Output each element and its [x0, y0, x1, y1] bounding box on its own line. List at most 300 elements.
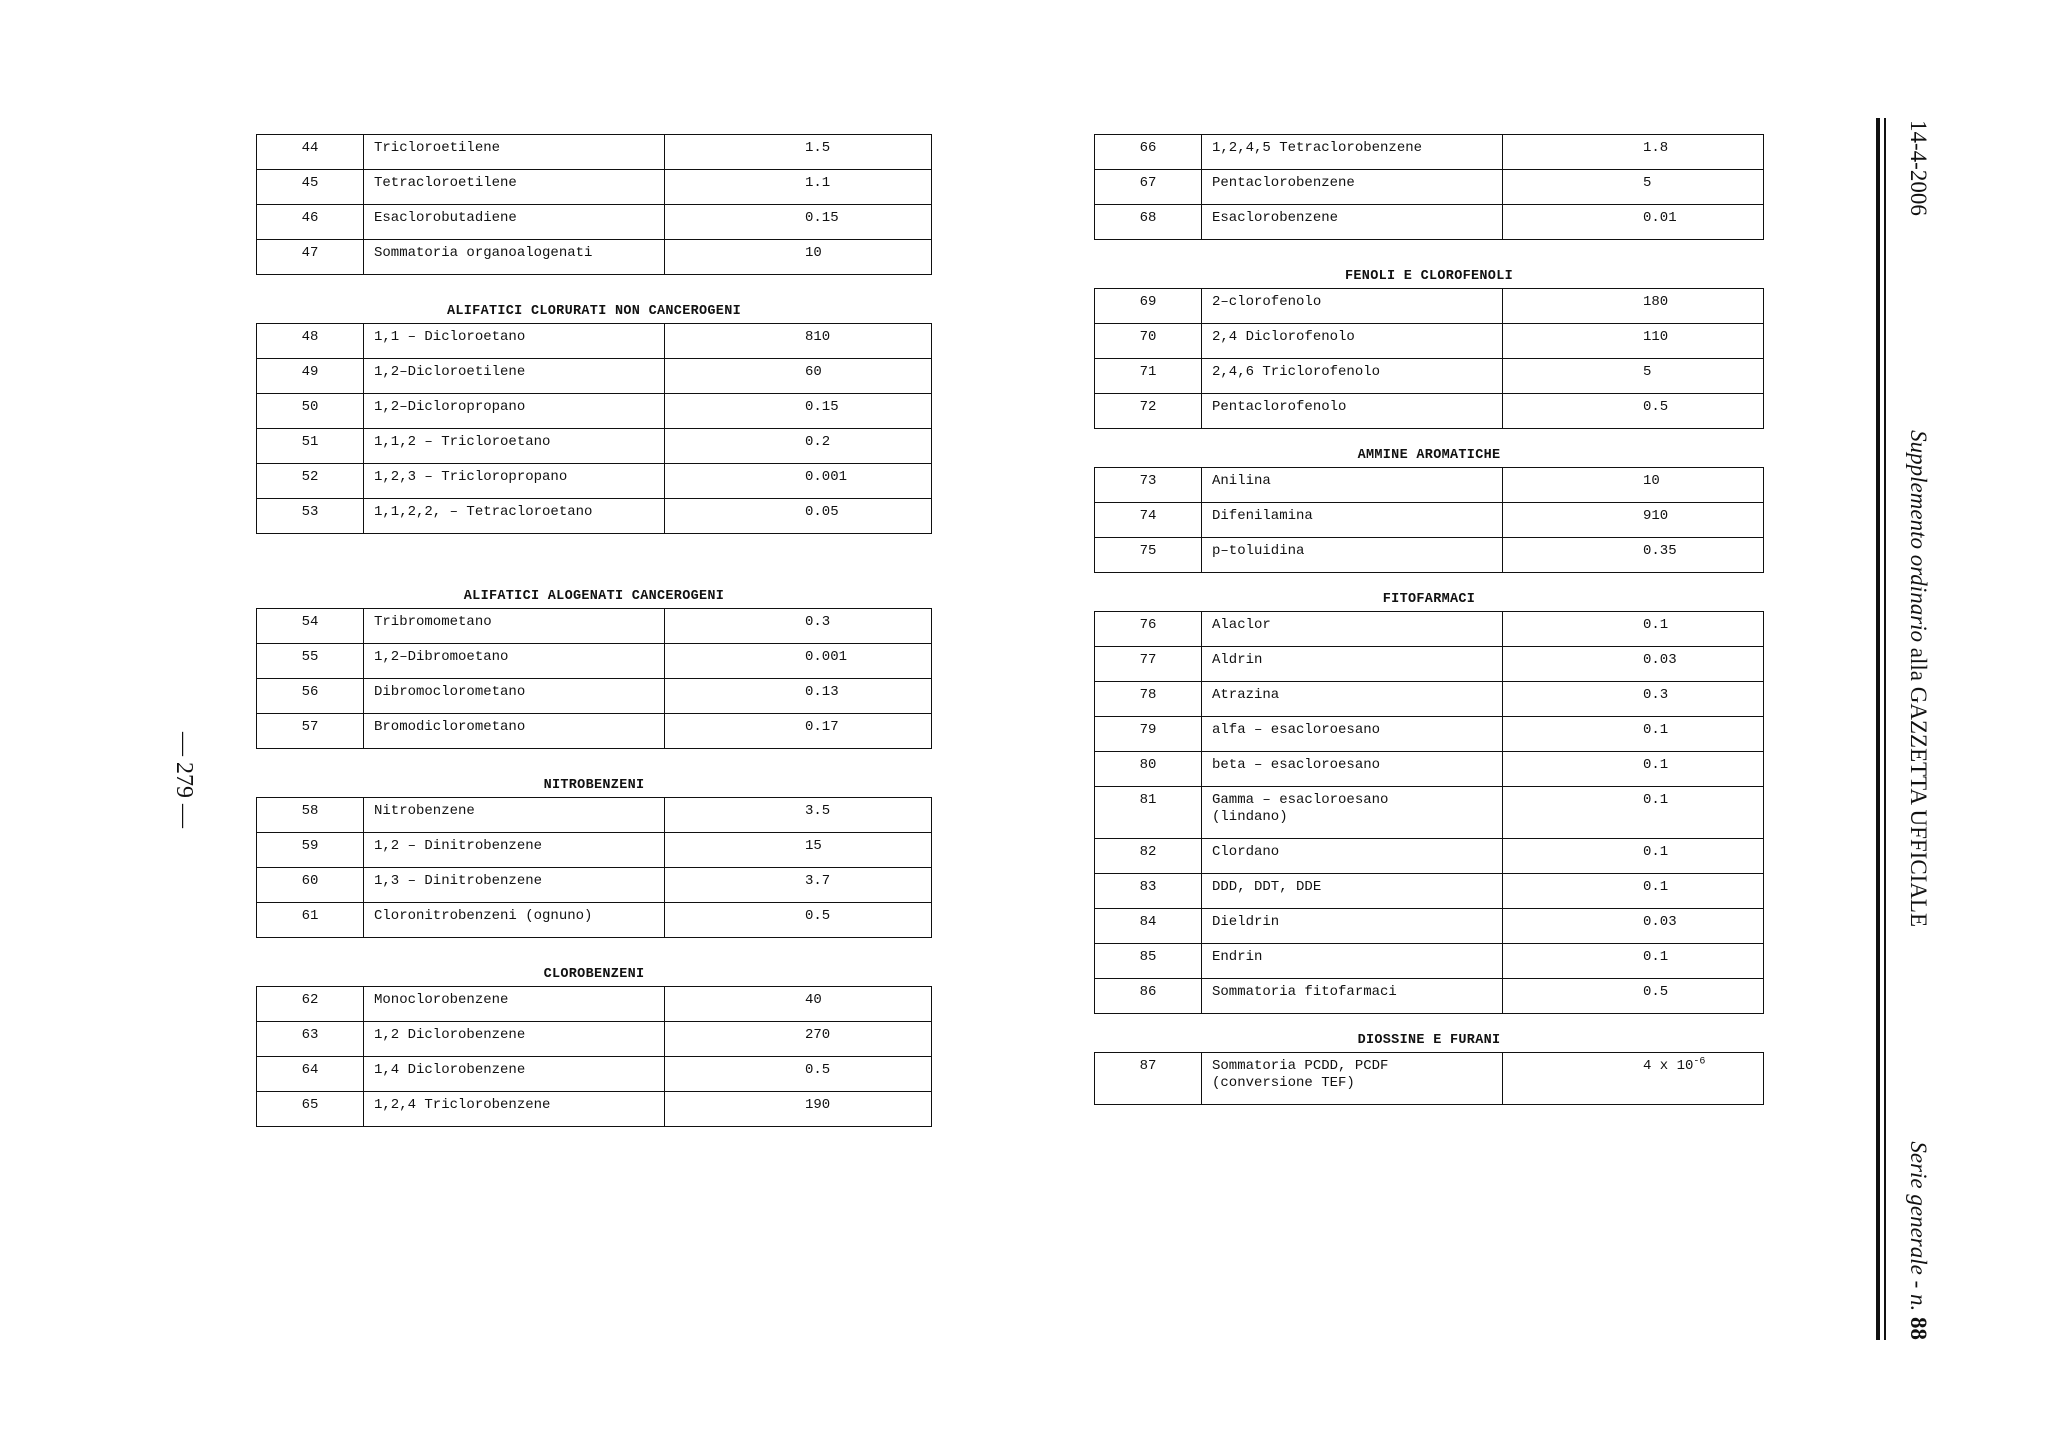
table-section — [1094, 447, 1764, 573]
limit-value — [1503, 752, 1764, 787]
limits-table — [1094, 611, 1764, 1014]
table-row — [257, 1022, 932, 1057]
limit-value — [1503, 647, 1764, 682]
substance-name-line: 2–clorofenolo — [1212, 294, 1322, 310]
substance-name — [1202, 979, 1503, 1014]
row-number: 82 — [1095, 839, 1202, 874]
limit-value-text: 0.01 — [1643, 210, 1677, 226]
limit-value-text: 0.1 — [1643, 617, 1669, 633]
substance-name-line: Nitrobenzene — [374, 803, 475, 819]
substance-name-line: Sommatoria organoalogenati — [374, 245, 593, 261]
limit-value — [665, 1092, 932, 1127]
table-row — [1095, 874, 1764, 909]
substance-name — [364, 499, 665, 534]
table-row — [1095, 359, 1764, 394]
page-header-text — [1896, 120, 1940, 1340]
table-row — [1095, 1053, 1764, 1105]
substance-name — [1202, 682, 1503, 717]
substance-name — [1202, 839, 1503, 874]
limit-value-text: 0.1 — [1643, 757, 1669, 773]
limit-value — [665, 324, 932, 359]
substance-name — [364, 833, 665, 868]
substance-name — [1202, 289, 1503, 324]
table-section — [256, 777, 932, 938]
substance-name-line: 1,2–Dicloropropano — [374, 399, 526, 415]
substance-name — [1202, 874, 1503, 909]
limit-value — [665, 798, 932, 833]
header-publication — [1905, 430, 1931, 927]
limit-value-text: 0.3 — [1643, 687, 1669, 703]
row-number: 77 — [1095, 647, 1202, 682]
substance-name-line: 2,4 Diclorofenolo — [1212, 329, 1355, 345]
substance-name — [364, 868, 665, 903]
limits-table — [1094, 1052, 1764, 1105]
substance-name-line: Clordano — [1212, 844, 1280, 860]
limit-value-text: 0.17 — [805, 719, 839, 735]
page-number — [164, 732, 204, 828]
table-row — [1095, 324, 1764, 359]
row-number: 86 — [1095, 979, 1202, 1014]
limit-value — [665, 644, 932, 679]
limit-value — [1503, 1053, 1764, 1105]
substance-name-line: 1,3 – Dinitrobenzene — [374, 873, 543, 889]
substance-name — [364, 903, 665, 938]
limits-table — [256, 134, 932, 275]
table-row — [257, 135, 932, 170]
table-row — [257, 359, 932, 394]
row-number: 74 — [1095, 503, 1202, 538]
left-column — [256, 134, 932, 1127]
table-row — [257, 714, 932, 749]
substance-name — [1202, 717, 1503, 752]
limit-value — [665, 359, 932, 394]
table-row — [1095, 538, 1764, 573]
substance-name — [364, 240, 665, 275]
limit-value — [1503, 909, 1764, 944]
limit-value — [1503, 468, 1764, 503]
limit-value — [1503, 682, 1764, 717]
limit-value — [665, 394, 932, 429]
table-row — [1095, 205, 1764, 240]
table-row — [1095, 717, 1764, 752]
substance-name — [364, 714, 665, 749]
limit-value-text: 0.05 — [805, 504, 839, 520]
limit-value-text: 0.5 — [1643, 984, 1669, 1000]
limit-value-text: 0.15 — [805, 399, 839, 415]
table-row — [257, 205, 932, 240]
section-title: ALIFATICI ALOGENATI CANCEROGENI — [463, 589, 725, 604]
limit-value-text: 0.1 — [1643, 879, 1669, 895]
row-number: 52 — [257, 464, 364, 499]
substance-name — [364, 679, 665, 714]
substance-name-line: 1,2,3 – Tricloropropano — [374, 469, 568, 485]
limit-value-text: 40 — [805, 992, 822, 1008]
header-series — [1905, 1141, 1931, 1340]
table-section — [1094, 268, 1764, 429]
substance-name — [364, 1022, 665, 1057]
row-number: 58 — [257, 798, 364, 833]
header-series-label: Serie generale - n. — [1906, 1141, 1931, 1312]
table-row — [1095, 682, 1764, 717]
limit-value — [1503, 289, 1764, 324]
row-number: 50 — [257, 394, 364, 429]
substance-name-line: 1,4 Diclorobenzene — [374, 1062, 526, 1078]
substance-name — [364, 429, 665, 464]
row-number: 49 — [257, 359, 364, 394]
limit-value — [665, 170, 932, 205]
limit-value-text: 1.8 — [1643, 140, 1669, 156]
limit-value-text: 0.1 — [1643, 792, 1669, 808]
row-number: 76 — [1095, 612, 1202, 647]
table-row — [257, 170, 932, 205]
row-number: 44 — [257, 135, 364, 170]
limit-value — [665, 833, 932, 868]
limit-value — [665, 609, 932, 644]
limits-table — [1094, 467, 1764, 573]
substance-name-line: Tribromometano — [374, 614, 492, 630]
row-number: 56 — [257, 679, 364, 714]
limit-value — [665, 679, 932, 714]
row-number: 79 — [1095, 717, 1202, 752]
header-rule — [1884, 118, 1886, 1340]
page-number-text: — 279 — — [171, 732, 197, 828]
table-row — [257, 429, 932, 464]
section-title: AMMINE AROMATICHE — [1357, 448, 1501, 463]
limit-value-text: 0.001 — [805, 649, 848, 665]
row-number: 84 — [1095, 909, 1202, 944]
limit-value-exponent: -6 — [1693, 1056, 1706, 1068]
row-number: 54 — [257, 609, 364, 644]
row-number: 75 — [1095, 538, 1202, 573]
substance-name — [1202, 647, 1503, 682]
limit-value-text: 180 — [1643, 294, 1669, 310]
substance-name-line: Dibromoclorometano — [374, 684, 526, 700]
substance-name-line: Atrazina — [1212, 687, 1280, 703]
substance-name-line: 1,2–Dicloroetilene — [374, 364, 526, 380]
limit-value-text: 5 — [1643, 364, 1652, 380]
table-section — [1094, 1032, 1764, 1105]
row-number: 66 — [1095, 135, 1202, 170]
substance-name-line: 1,1,2,2, – Tetracloroetano — [374, 504, 593, 520]
substance-name — [364, 464, 665, 499]
substance-name-line: 1,1,2 – Tricloroetano — [374, 434, 551, 450]
row-number: 70 — [1095, 324, 1202, 359]
substance-name-line: 1,2–Dibromoetano — [374, 649, 509, 665]
header-publication-italic: Supplemento ordinario — [1906, 430, 1931, 643]
limit-value — [1503, 503, 1764, 538]
limit-value-text: 0.1 — [1643, 949, 1669, 965]
limit-value-text: 3.5 — [805, 803, 831, 819]
section-title: FITOFARMACI — [1382, 592, 1476, 607]
row-number: 68 — [1095, 205, 1202, 240]
table-section — [256, 303, 932, 534]
limit-value — [665, 714, 932, 749]
limit-value-text: 60 — [805, 364, 822, 380]
substance-name — [1202, 324, 1503, 359]
limit-value — [665, 429, 932, 464]
row-number: 61 — [257, 903, 364, 938]
substance-name — [1202, 135, 1503, 170]
table-row — [1095, 394, 1764, 429]
substance-name — [364, 1092, 665, 1127]
row-number: 51 — [257, 429, 364, 464]
row-number: 72 — [1095, 394, 1202, 429]
substance-name — [1202, 205, 1503, 240]
limits-table — [256, 986, 932, 1127]
table-row — [257, 987, 932, 1022]
table-row — [257, 324, 932, 359]
limit-value — [1503, 170, 1764, 205]
limit-value — [1503, 612, 1764, 647]
table-row — [257, 644, 932, 679]
table-row — [1095, 170, 1764, 205]
table-row — [257, 833, 932, 868]
substance-name-line-2: (conversione TEF) — [1212, 1075, 1355, 1091]
substance-name-line: Cloronitrobenzeni (ognuno) — [374, 908, 593, 924]
limit-value-text: 0.35 — [1643, 543, 1677, 559]
limit-value — [665, 499, 932, 534]
row-number: 67 — [1095, 170, 1202, 205]
limit-value — [1503, 324, 1764, 359]
table-row — [1095, 289, 1764, 324]
limit-value-text: 270 — [805, 1027, 831, 1043]
limit-value — [665, 240, 932, 275]
substance-name — [1202, 1053, 1503, 1105]
limit-value-text: 110 — [1643, 329, 1669, 345]
substance-name-line: Sommatoria fitofarmaci — [1212, 984, 1397, 1000]
substance-name — [1202, 787, 1503, 839]
limit-value — [665, 1022, 932, 1057]
table-row — [257, 499, 932, 534]
table-row — [1095, 839, 1764, 874]
table-row — [1095, 647, 1764, 682]
limit-value-text: 0.15 — [805, 210, 839, 226]
row-number: 73 — [1095, 468, 1202, 503]
substance-name-line-2: (lindano) — [1212, 809, 1288, 825]
table-row — [257, 240, 932, 275]
section-title: DIOSSINE E FURANI — [1357, 1033, 1501, 1048]
limit-value — [665, 903, 932, 938]
substance-name — [364, 324, 665, 359]
header-date: 14-4-2006 — [1906, 120, 1931, 216]
limit-value-text: 0.1 — [1643, 722, 1669, 738]
section-title: FENOLI E CLOROFENOLI — [1344, 269, 1514, 284]
row-number: 81 — [1095, 787, 1202, 839]
limit-value-text: 1.5 — [805, 140, 831, 156]
limit-value-text: 0.5 — [1643, 399, 1669, 415]
limit-value-text: 910 — [1643, 508, 1669, 524]
limit-value — [1503, 874, 1764, 909]
substance-name — [364, 359, 665, 394]
row-number: 63 — [257, 1022, 364, 1057]
table-row — [1095, 944, 1764, 979]
limit-value — [665, 1057, 932, 1092]
table-row — [257, 464, 932, 499]
substance-name-line: DDD, DDT, DDE — [1212, 879, 1322, 895]
table-section — [1094, 134, 1764, 240]
limit-value — [1503, 717, 1764, 752]
substance-name — [364, 135, 665, 170]
substance-name — [364, 394, 665, 429]
limit-value — [665, 205, 932, 240]
header-publication-name: GAZZETTA UFFICIALE — [1906, 686, 1931, 928]
row-number: 78 — [1095, 682, 1202, 717]
substance-name-line: beta – esacloroesano — [1212, 757, 1381, 773]
limit-value-text: 4 x 10 — [1643, 1058, 1694, 1074]
limit-value-text: 0.3 — [805, 614, 831, 630]
limit-value — [1503, 205, 1764, 240]
row-number: 62 — [257, 987, 364, 1022]
substance-name-line: Aldrin — [1212, 652, 1263, 668]
table-row — [1095, 468, 1764, 503]
substance-name — [1202, 612, 1503, 647]
limit-value-text: 0.5 — [805, 908, 831, 924]
table-section — [256, 134, 932, 275]
limit-value — [1503, 787, 1764, 839]
table-row — [257, 798, 932, 833]
substance-name-line: Endrin — [1212, 949, 1263, 965]
limit-value-text: 1.1 — [805, 175, 831, 191]
substance-name-line: 1,2,4 Triclorobenzene — [374, 1097, 551, 1113]
limits-table — [256, 797, 932, 938]
limit-value — [665, 987, 932, 1022]
substance-name — [364, 798, 665, 833]
substance-name-line: 1,2 – Dinitrobenzene — [374, 838, 543, 854]
substance-name — [1202, 170, 1503, 205]
limits-table — [256, 323, 932, 534]
table-row — [257, 1092, 932, 1127]
substance-name — [1202, 359, 1503, 394]
substance-name-line: 1,2 Diclorobenzene — [374, 1027, 526, 1043]
substance-name-line: Esaclorobutadiene — [374, 210, 517, 226]
row-number: 83 — [1095, 874, 1202, 909]
row-number: 47 — [257, 240, 364, 275]
limit-value — [665, 464, 932, 499]
limit-value-text: 5 — [1643, 175, 1652, 191]
table-row — [257, 868, 932, 903]
substance-name — [1202, 394, 1503, 429]
substance-name-line: Pentaclorobenzene — [1212, 175, 1355, 191]
section-title: CLOROBENZENI — [543, 967, 645, 982]
limit-value-text: 0.001 — [805, 469, 848, 485]
limits-table — [1094, 288, 1764, 429]
table-row — [1095, 787, 1764, 839]
substance-name-line: alfa – esacloroesano — [1212, 722, 1381, 738]
header-publication-mid: alla — [1906, 647, 1931, 681]
substance-name-line: Difenilamina — [1212, 508, 1313, 524]
row-number: 53 — [257, 499, 364, 534]
right-column — [1094, 134, 1764, 1105]
limit-value — [665, 135, 932, 170]
substance-name-line: Alaclor — [1212, 617, 1271, 633]
substance-name — [364, 644, 665, 679]
table-section — [256, 966, 932, 1127]
table-row — [1095, 612, 1764, 647]
row-number: 48 — [257, 324, 364, 359]
limit-value-text: 0.1 — [1643, 844, 1669, 860]
substance-name — [364, 609, 665, 644]
row-number: 85 — [1095, 944, 1202, 979]
limit-value-text: 10 — [805, 245, 822, 261]
table-row — [1095, 503, 1764, 538]
substance-name — [364, 170, 665, 205]
substance-name-line: p–toluidina — [1212, 543, 1305, 559]
row-number: 71 — [1095, 359, 1202, 394]
row-number: 60 — [257, 868, 364, 903]
table-row — [1095, 909, 1764, 944]
table-row — [257, 903, 932, 938]
row-number: 55 — [257, 644, 364, 679]
substance-name — [1202, 944, 1503, 979]
substance-name-line: Tetracloroetilene — [374, 175, 517, 191]
limit-value-text: 10 — [1643, 473, 1660, 489]
table-row — [1095, 752, 1764, 787]
row-number: 64 — [257, 1057, 364, 1092]
limit-value — [1503, 538, 1764, 573]
limit-value — [1503, 359, 1764, 394]
limit-value-text: 810 — [805, 329, 831, 345]
substance-name-line: 2,4,6 Triclorofenolo — [1212, 364, 1381, 380]
limit-value-text: 0.2 — [805, 434, 831, 450]
limit-value — [1503, 944, 1764, 979]
table-row — [257, 609, 932, 644]
limit-value — [1503, 979, 1764, 1014]
limits-table — [1094, 134, 1764, 240]
limit-value-text: 0.13 — [805, 684, 839, 700]
table-row — [257, 679, 932, 714]
substance-name-line: Pentaclorofenolo — [1212, 399, 1347, 415]
header-issue-number: 88 — [1906, 1317, 1931, 1340]
substance-name-line: Monoclorobenzene — [374, 992, 509, 1008]
limits-table — [256, 608, 932, 749]
row-number: 65 — [257, 1092, 364, 1127]
header-rule — [1876, 118, 1880, 1340]
row-number: 57 — [257, 714, 364, 749]
substance-name — [1202, 752, 1503, 787]
limit-value-text: 3.7 — [805, 873, 831, 889]
row-number: 80 — [1095, 752, 1202, 787]
substance-name — [364, 987, 665, 1022]
row-number: 46 — [257, 205, 364, 240]
substance-name — [1202, 503, 1503, 538]
table-section — [1094, 591, 1764, 1014]
limit-value-text: 15 — [805, 838, 822, 854]
limit-value-text: 0.03 — [1643, 914, 1677, 930]
limit-value — [1503, 135, 1764, 170]
substance-name-line: 1,2,4,5 Tetraclorobenzene — [1212, 140, 1423, 156]
substance-name-line: Tricloroetilene — [374, 140, 501, 156]
section-title: NITROBENZENI — [543, 778, 645, 793]
row-number: 59 — [257, 833, 364, 868]
substance-name — [364, 205, 665, 240]
limit-value — [1503, 394, 1764, 429]
substance-name-line: 1,1 – Dicloroetano — [374, 329, 526, 345]
substance-name — [1202, 538, 1503, 573]
limit-value-text: 0.03 — [1643, 652, 1677, 668]
table-row — [257, 394, 932, 429]
limit-value-text: 0.5 — [805, 1062, 831, 1078]
substance-name-line: Sommatoria PCDD, PCDF — [1212, 1058, 1389, 1074]
substance-name-line: Bromodiclorometano — [374, 719, 526, 735]
section-title: ALIFATICI CLORURATI NON CANCEROGENI — [446, 304, 742, 319]
substance-name-line: Anilina — [1212, 473, 1271, 489]
limit-value — [665, 868, 932, 903]
substance-name — [1202, 468, 1503, 503]
limit-value — [1503, 839, 1764, 874]
table-row — [257, 1057, 932, 1092]
substance-name-line: Esaclorobenzene — [1212, 210, 1339, 226]
row-number: 87 — [1095, 1053, 1202, 1105]
